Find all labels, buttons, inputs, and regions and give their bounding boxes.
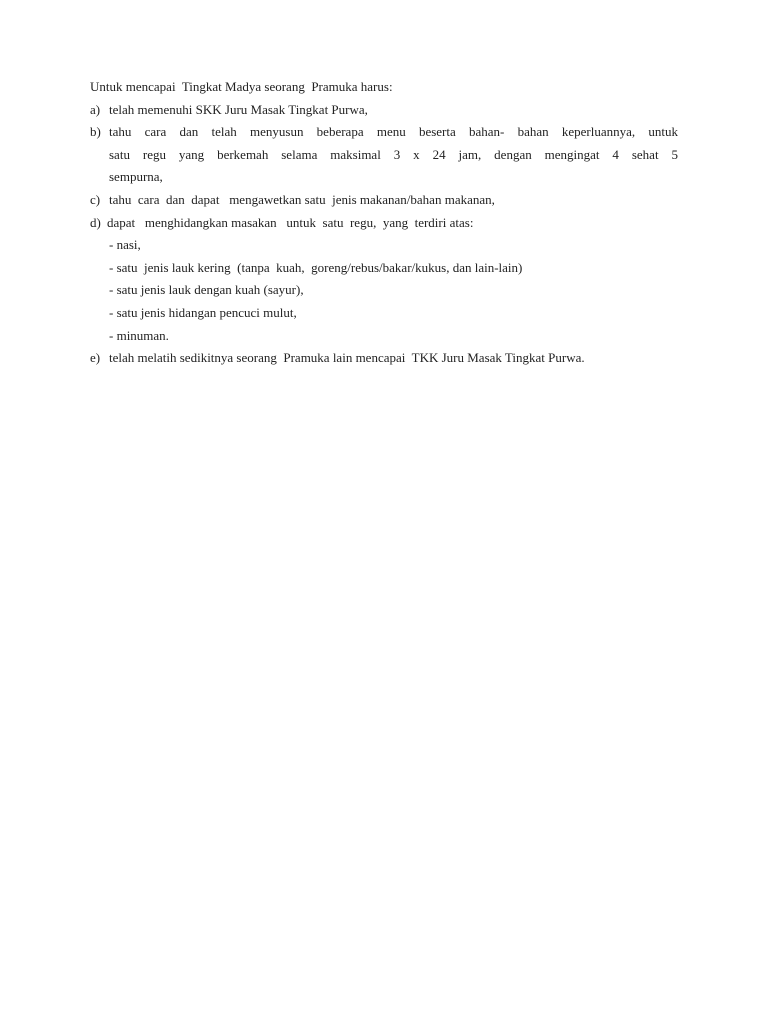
- list-marker-a: a): [90, 101, 101, 117]
- list-marker-c: c): [90, 191, 101, 207]
- list-item-b-line-3: sempurna,: [109, 169, 163, 185]
- list-marker-b: b): [90, 124, 101, 140]
- list-item-c: [90, 189, 678, 212]
- list-item-d-sub-5: - minuman.: [109, 327, 169, 343]
- list-item-e: [90, 347, 678, 370]
- list-item-d: [90, 212, 678, 235]
- list-item-d-sub-3: - satu jenis lauk dengan kuah (sayur),: [109, 282, 304, 298]
- list-item-e-text: telah melatih sedikitnya seorang Pramuka lain mencapai TKK Juru Masak Tingkat Purwa.: [109, 350, 585, 366]
- intro-text: Untuk mencapai Tingkat Madya seorang Pramuka harus:: [90, 79, 393, 94]
- list-item-d-sub-1: - nasi,: [109, 237, 141, 253]
- list-marker-d: d): [90, 214, 101, 230]
- document-page: [90, 76, 678, 370]
- list-item-b-line-1: tahu cara dan telah menyusun beberapa menu beserta bahan- bahan keperluannya, untuk: [109, 124, 678, 140]
- list-item-b: [90, 121, 678, 144]
- list-item-d-text: dapat menghidangkan masakan untuk satu regu, yang terdiri atas:: [107, 214, 474, 230]
- list-item-d-sub-2: - satu jenis lauk kering (tanpa kuah, goreng/rebus/bakar/kukus, dan lain-lain): [109, 259, 523, 275]
- list-item-d-sub-4: - satu jenis hidangan pencuci mulut,: [109, 304, 297, 320]
- list-marker-e: e): [90, 350, 101, 366]
- list-item-c-text: tahu cara dan dapat mengawetkan satu jenis makanan/bahan makanan,: [109, 191, 495, 207]
- list-item-a-text: telah memenuhi SKK Juru Masak Tingkat Purwa,: [109, 101, 368, 117]
- list-item-a: [90, 99, 678, 122]
- list-item-b-line-2: satu regu yang berkemah selama maksimal 3 x 24 jam, dengan mengingat 4 sehat 5: [109, 146, 678, 162]
